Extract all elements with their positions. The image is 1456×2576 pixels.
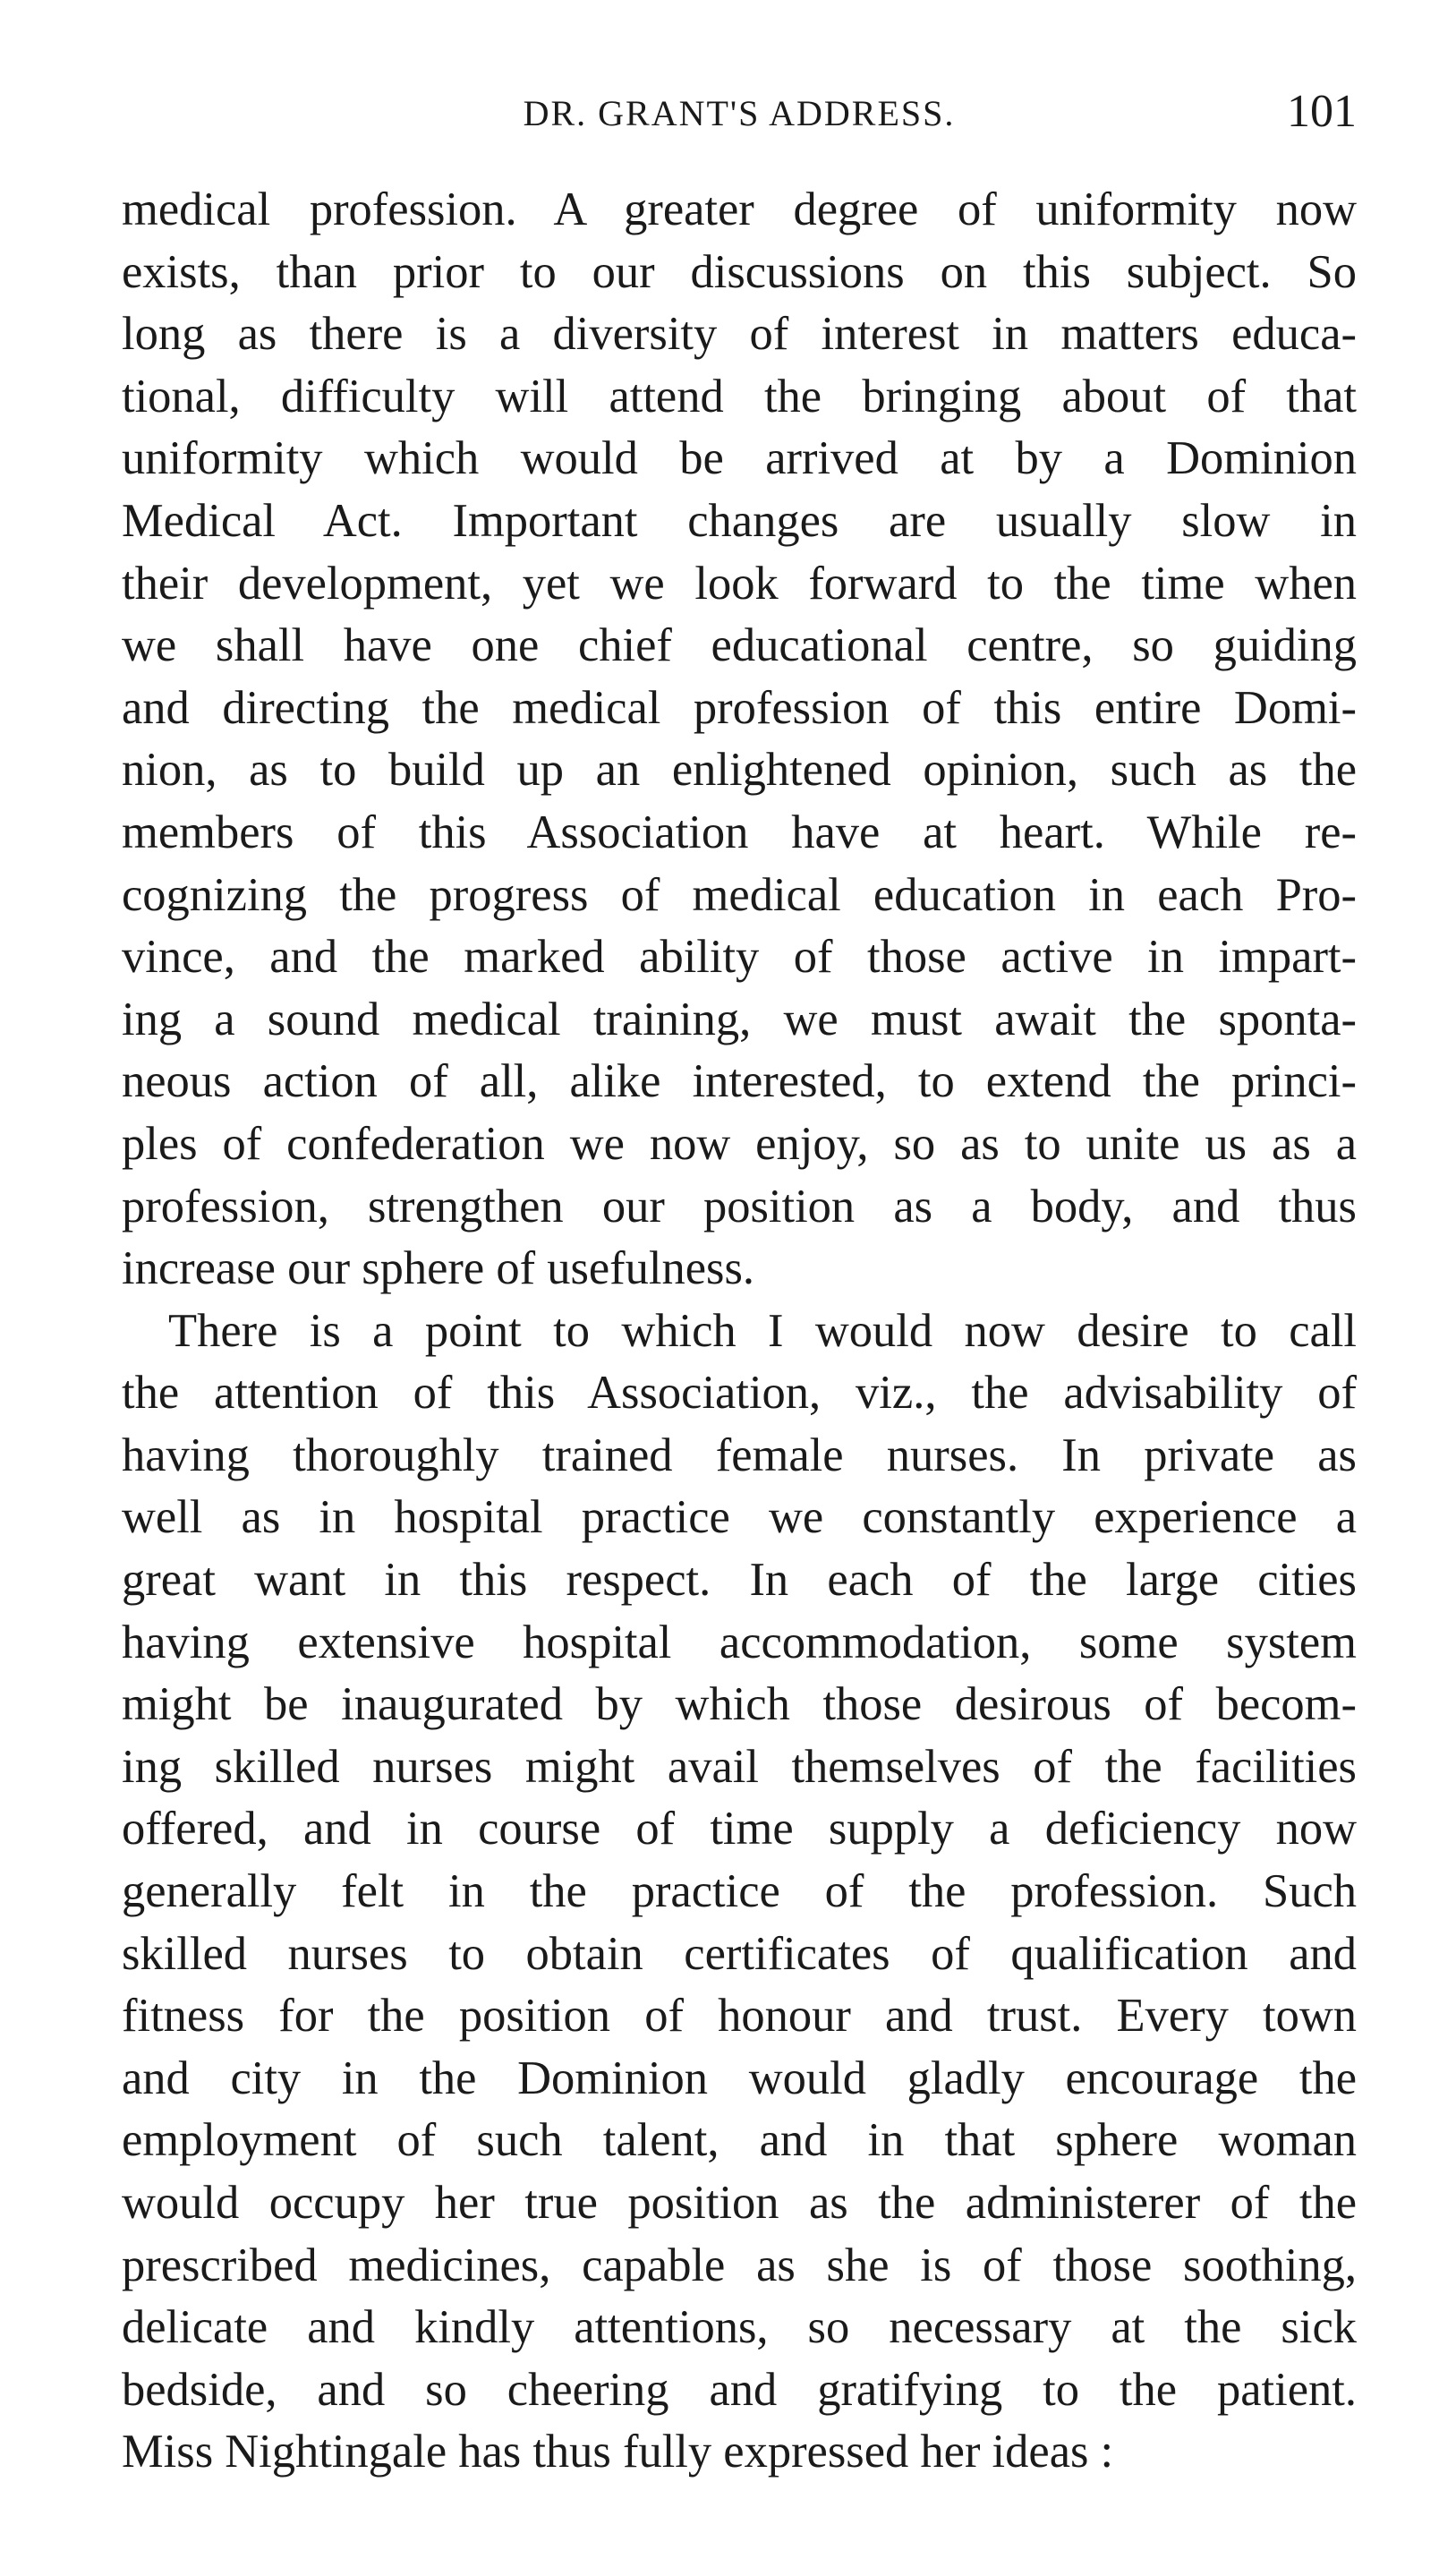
text-line: ples of confederation we now enjoy, so as to unite us as a xyxy=(122,1117,1357,1170)
text-line: nion, as to build up an enlightened opinion, such as the xyxy=(122,744,1357,797)
text-line: neous action of all, alike interested, to extend the princi- xyxy=(122,1055,1357,1108)
text-line: and city in the Dominion would gladly encourage the xyxy=(122,2051,1357,2104)
text-line: and directing the medical profession of this entire Domi- xyxy=(122,681,1357,734)
text-line: cognizing the progress of medical education in each Pro- xyxy=(122,868,1357,921)
text-line: offered, and in course of time supply a deficiency now xyxy=(122,1803,1357,1855)
text-line: Miss Nightingale has thus fully expressed her ideas : xyxy=(122,2426,1114,2478)
text-line: their development, yet we look forward to the time when xyxy=(122,557,1357,610)
text-line: members of this Association have at heart. While re- xyxy=(122,806,1357,858)
text-line: great want in this respect. In each of the large cities xyxy=(122,1554,1357,1607)
body-text xyxy=(122,179,1357,2484)
text-line: the attention of this Association, viz., the advisability of xyxy=(122,1367,1357,1420)
page-number: 101 xyxy=(1287,86,1357,137)
text-line: might be inaugurated by which those desirous of becom- xyxy=(122,1678,1357,1731)
text-line: exists, than prior to our discussions on this subject. So xyxy=(122,245,1357,298)
text-line: prescribed medicines, capable as she is of those soothing, xyxy=(122,2239,1357,2291)
text-line: uniformity which would be arrived at by a Dominion xyxy=(122,432,1357,485)
text-line: There is a point to which I would now desire to call xyxy=(168,1304,1357,1357)
text-line: ing a sound medical training, we must await the sponta- xyxy=(122,993,1357,1045)
text-line: having thoroughly trained female nurses. In private as xyxy=(122,1429,1357,1481)
text-line: increase our sphere of usefulness. xyxy=(122,1242,755,1295)
paragraph-1 xyxy=(122,179,1357,1301)
text-line: employment of such talent, and in that sphere woman xyxy=(122,2114,1357,2167)
text-line: profession, strengthen our position as a body, and thus xyxy=(122,1180,1357,1233)
text-line: well as in hospital practice we constantly experience a xyxy=(122,1491,1357,1544)
text-line: generally felt in the practice of the profession. Such xyxy=(122,1865,1357,1918)
text-line: having extensive hospital accommodation, some system xyxy=(122,1616,1357,1668)
text-line: bedside, and so cheering and gratifying to the patient. xyxy=(122,2363,1357,2416)
text-line: would occupy her true position as the administerer of the xyxy=(122,2177,1357,2229)
text-line: skilled nurses to obtain certificates of qualification and xyxy=(122,1927,1357,1980)
text-line: long as there is a diversity of interest in matters educa- xyxy=(122,308,1357,361)
text-line: vince, and the marked ability of those active in impart- xyxy=(122,931,1357,984)
text-line: fitness for the position of honour and trust. Every town xyxy=(122,1990,1357,2043)
running-head xyxy=(122,85,1357,148)
text-line: ing skilled nurses might avail themselves of the facilities xyxy=(122,1740,1357,1793)
text-line: Medical Act. Important changes are usually slow in xyxy=(122,494,1357,547)
text-line: medical profession. A greater degree of uniformity now xyxy=(122,183,1357,235)
paragraph-2 xyxy=(122,1301,1357,2484)
text-line: delicate and kindly attentions, so necessary at the sick xyxy=(122,2301,1357,2354)
text-line: tional, difficulty will attend the bringing about of that xyxy=(122,370,1357,422)
running-title: DR. GRANT'S ADDRESS. xyxy=(523,93,956,133)
text-line: we shall have one chief educational centre, so guiding xyxy=(122,619,1357,672)
